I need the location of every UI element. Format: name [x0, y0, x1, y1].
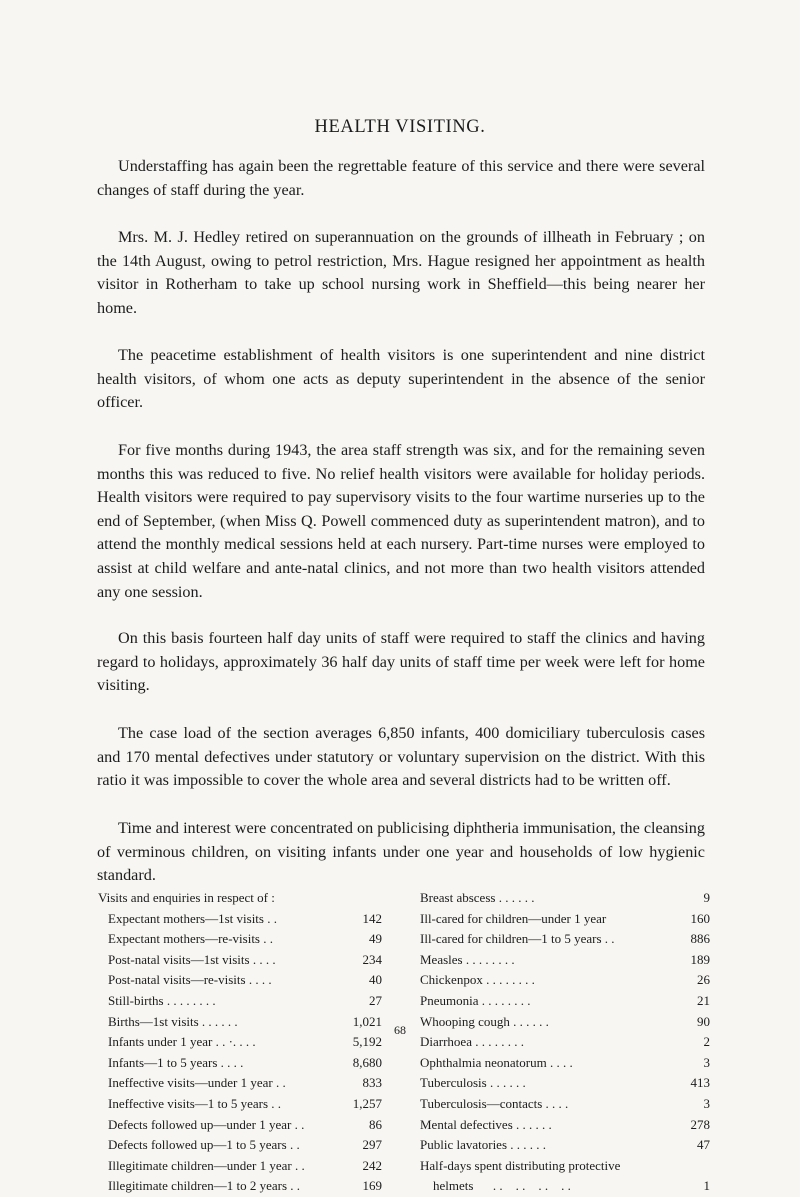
stat-value: 5,192: [352, 1034, 382, 1050]
stat-row: [420, 909, 710, 930]
stat-value: 40: [369, 972, 382, 988]
stat-value: 413: [690, 1075, 710, 1091]
stat-label: Expectant mothers—1st visits . .: [108, 910, 277, 926]
stat-label: Births—1st visits . . . . . .: [108, 1013, 238, 1029]
stat-label: Tuberculosis—contacts . . . .: [420, 1095, 569, 1111]
stat-value: 47: [697, 1137, 710, 1153]
stat-value: 26: [697, 972, 710, 988]
stat-value: 189: [690, 951, 710, 967]
stat-value: 3: [703, 1095, 710, 1111]
page-number: 68: [394, 1023, 406, 1037]
visits-column-left: [98, 888, 382, 1197]
stat-value: 297: [362, 1137, 382, 1153]
visits-column-right: [420, 888, 710, 1197]
paragraph-understaffing: Understaffing has again been the regrettable feature of this service and there were several changes of staff during the year.: [97, 157, 705, 199]
paragraph-priorities: Time and interest were concentrated on publicising diphtheria immunisation, the cleansing of verminous children, on visiting infants under one year and households of low hygienic standard.: [97, 819, 705, 885]
stat-row: [420, 1176, 710, 1197]
stat-label: Infants—1 to 5 years . . . .: [108, 1054, 244, 1070]
stat-label: Half-days spent distributing protective: [420, 1157, 621, 1173]
stat-label: Ineffective visits—1 to 5 years . .: [108, 1095, 282, 1111]
stat-value: 8,680: [352, 1054, 382, 1070]
stat-label: Public lavatories . . . . . .: [420, 1137, 547, 1153]
stat-value: 49: [369, 931, 382, 947]
stat-row: [98, 909, 382, 930]
stat-row: [98, 991, 382, 1012]
paragraph-clinic-units: On this basis fourteen half day units of staff were required to staff the clinics and having regard to holidays, approximately 36 half day units of staff time per week were left for home visiting.: [97, 629, 705, 695]
stat-label: Ophthalmia neonatorum . . . .: [420, 1054, 573, 1070]
stat-label: Infants under 1 year . . ·. . . .: [108, 1034, 256, 1050]
stat-label: Measles . . . . . . . .: [420, 951, 515, 967]
stat-row: [98, 1094, 382, 1115]
stat-label: Mental defectives . . . . . .: [420, 1116, 552, 1132]
paragraph-staff-changes: Mrs. M. J. Hedley retired on superannuation on the grounds of illheath in February ; on the 14th August, owing to petrol restriction, Mrs. Hague resigned her appointment as health visitor in Rotherham to take up school nursing work in Sheffield—this being nearer her home.: [97, 228, 705, 317]
stat-label: Illegitimate children—under 1 year . .: [108, 1157, 305, 1173]
stat-row: [420, 929, 710, 950]
stat-row: [420, 991, 710, 1012]
stat-value: 9: [703, 890, 710, 905]
stats-heading-row: [98, 888, 382, 909]
paragraph-staff-strength: For five months during 1943, the area staff strength was six, and for the remaining seven months this was reduced to five. No relief health visitors were available for holiday periods. Health visitors were required to pay supervisory visits to the four wartime nurseries up to the end of September, (when Miss Q. Powell commenced duty as superintendent matron), and to attend the monthly medical sessions held at each nursery. Part-time nurses were employed to assist at child welfare and ante-natal clinics, and not more than two health visitors attended any one session.: [97, 441, 705, 601]
stat-label: Still-births . . . . . . . .: [108, 992, 216, 1008]
stat-row: [98, 1176, 382, 1197]
stat-label: Chickenpox . . . . . . . .: [420, 972, 535, 988]
stat-value: 160: [690, 910, 710, 926]
stat-value: 27: [369, 992, 382, 1008]
stat-row: [98, 1053, 382, 1074]
stat-value: 833: [362, 1075, 382, 1091]
stat-row: [98, 1073, 382, 1094]
stat-label: Tuberculosis . . . . . .: [420, 1075, 526, 1091]
stat-value: 2: [703, 1034, 710, 1050]
stat-row: [420, 888, 710, 909]
stat-label: Post-natal visits—re-visits . . . .: [108, 972, 272, 988]
stat-value: 242: [362, 1157, 382, 1173]
paragraph-establishment: The peacetime establishment of health visitors is one superintendent and nine district health visitors, of whom one acts as deputy superintendent in the absence of the senior officer.: [97, 346, 705, 412]
paragraph-case-load: The case load of the section averages 6,850 infants, 400 domiciliary tuberculosis cases and 170 mental defectives under statutory or voluntary supervision on the district. With this ratio it was impossible to cover the whole area and several districts had to be written off.: [97, 724, 705, 790]
stat-value: 886: [690, 931, 710, 947]
stat-label: Expectant mothers—re-visits . .: [108, 931, 273, 947]
stat-label: Post-natal visits—1st visits . . . .: [108, 951, 276, 967]
stat-row: [420, 970, 710, 991]
stat-label: Ill-cared for children—under 1 year: [420, 910, 607, 926]
stat-label: Defects followed up—1 to 5 years . .: [108, 1137, 300, 1153]
stat-row: [420, 1135, 710, 1156]
stat-label: helmets . . . . . . . .: [420, 1178, 571, 1194]
stat-row: [98, 970, 382, 991]
stat-label: Defects followed up—under 1 year . .: [108, 1116, 305, 1132]
stat-label: Whooping cough . . . . . .: [420, 1013, 549, 1029]
stat-label: Diarrhoea . . . . . . . .: [420, 1034, 524, 1050]
stat-value: 142: [362, 910, 382, 926]
stat-row: [98, 950, 382, 971]
stat-label: Breast abscess . . . . . .: [420, 890, 535, 905]
stat-value: 1,021: [352, 1013, 382, 1029]
stat-value: 86: [369, 1116, 382, 1132]
stat-row: [420, 1094, 710, 1115]
stat-row: [98, 1135, 382, 1156]
stat-value: 278: [690, 1116, 710, 1132]
stat-row: [98, 1115, 382, 1136]
stat-value: 1,257: [352, 1095, 382, 1111]
stat-row: [420, 1053, 710, 1074]
stat-value: 21: [697, 992, 710, 1008]
stat-row: [420, 950, 710, 971]
stat-value: 3: [703, 1054, 710, 1070]
stats-heading: Visits and enquiries in respect of :: [98, 890, 275, 905]
stat-label: Pneumonia . . . . . . . .: [420, 992, 531, 1008]
stat-row: [420, 1073, 710, 1094]
page-title: HEALTH VISITING.: [314, 117, 486, 137]
stat-value: 90: [697, 1013, 710, 1029]
stat-value: 1: [703, 1178, 710, 1194]
stat-row: [420, 1115, 710, 1136]
stat-row: [98, 929, 382, 950]
stat-label: Ill-cared for children—1 to 5 years . .: [420, 931, 615, 947]
stat-label: Ineffective visits—under 1 year . .: [108, 1075, 286, 1091]
stat-row: [98, 1156, 382, 1177]
stat-row: [420, 1156, 710, 1177]
stat-value: 234: [362, 951, 382, 967]
stat-label: Illegitimate children—1 to 2 years . .: [108, 1178, 301, 1194]
stat-value: 169: [362, 1178, 382, 1194]
